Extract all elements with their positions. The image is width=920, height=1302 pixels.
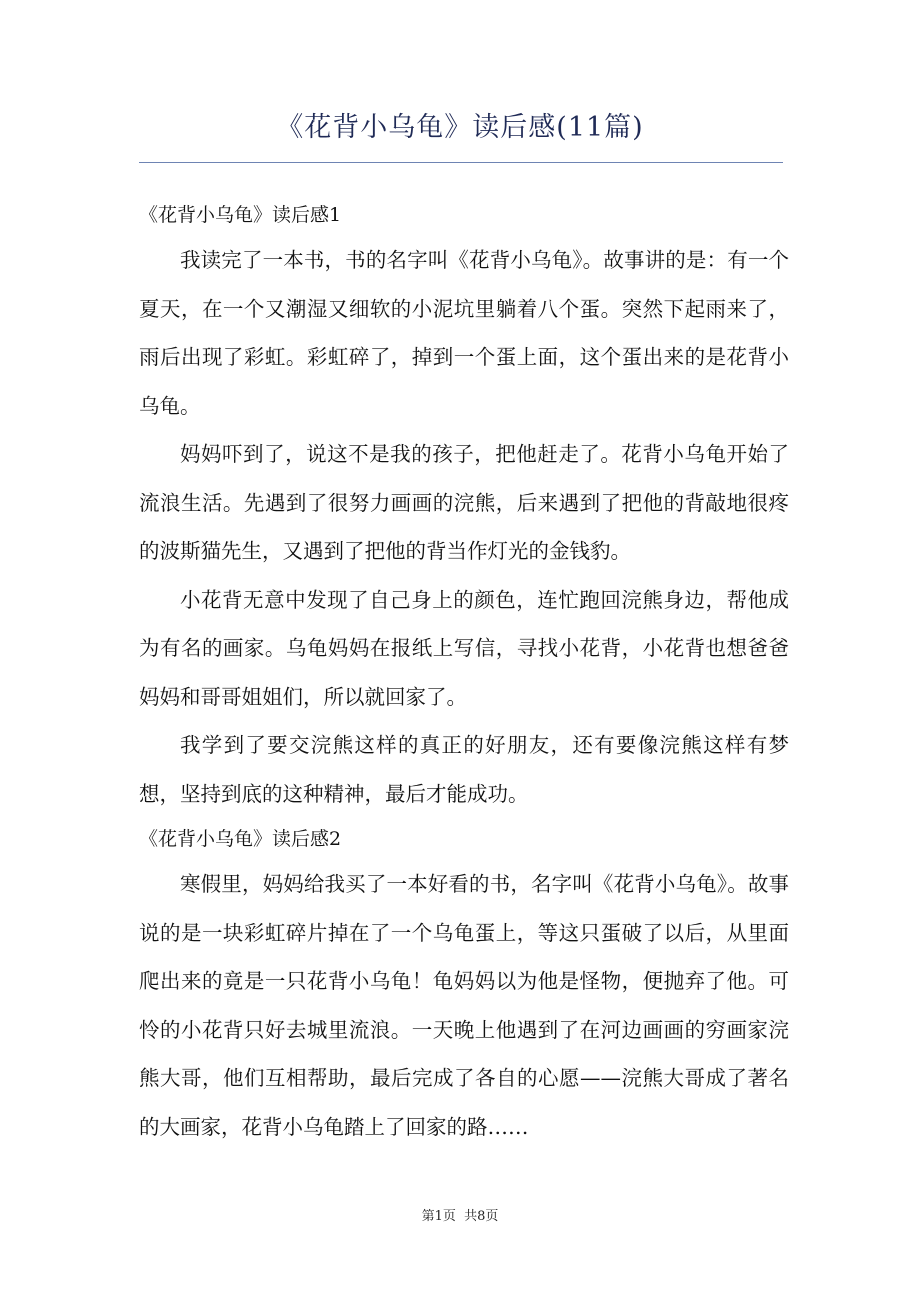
- paragraph: 小花背无意中发现了自己身上的颜色，连忙跑回浣熊身边，帮他成为有名的画家。乌龟妈妈在报纸上写信，寻找小花背，小花背也想爸爸妈妈和哥哥姐姐们，所以就回家了。: [139, 587, 789, 709]
- paragraph: 我学到了要交浣熊这样的真正的好朋友，还有要像浣熊这样有梦想，坚持到底的这种精神，最后才能成功。: [139, 733, 789, 806]
- title-divider: [139, 162, 783, 163]
- section-heading: 《花背小乌龟》读后感2: [139, 828, 342, 850]
- paragraph: 我读完了一本书，书的名字叫《花背小乌龟》。故事讲的是：有一个夏天，在一个又潮湿又细软的小泥坑里躺着八个蛋。突然下起雨来了，雨后出现了彩虹。彩虹碎了，掉到一个蛋上面，这个蛋出来的是花背小乌龟。: [139, 248, 789, 418]
- paragraph: 妈妈吓到了，说这不是我的孩子，把他赶走了。花背小乌龟开始了流浪生活。先遇到了很努力画画的浣熊，后来遇到了把他的背敲地很疼的波斯猫先生，又遇到了把他的背当作灯光的金钱豹。: [139, 442, 789, 563]
- page-footer: [0, 1205, 920, 1224]
- document-body: [139, 194, 789, 1151]
- document-title: 《花背小乌龟》读后感(11篇): [276, 112, 644, 143]
- page-total: 共8页: [464, 1209, 499, 1224]
- paragraph: 寒假里，妈妈给我买了一本好看的书，名字叫《花背小乌龟》。故事说的是一块彩虹碎片掉在了一个乌龟蛋上，等这只蛋破了以后，从里面爬出来的竟是一只花背小乌龟！龟妈妈以为他是怪物，便抛弃了他。可怜的小花背只好去城里流浪。一天晚上他遇到了在河边画画的穷画家浣熊大哥，他们互相帮助，最后完成了各自的心愿——浣熊大哥成了著名的大画家，花背小乌龟踏上了回家的路……: [139, 872, 789, 1139]
- page-number: 第1页: [421, 1209, 456, 1224]
- section-heading: 《花背小乌龟》读后感1: [139, 204, 342, 226]
